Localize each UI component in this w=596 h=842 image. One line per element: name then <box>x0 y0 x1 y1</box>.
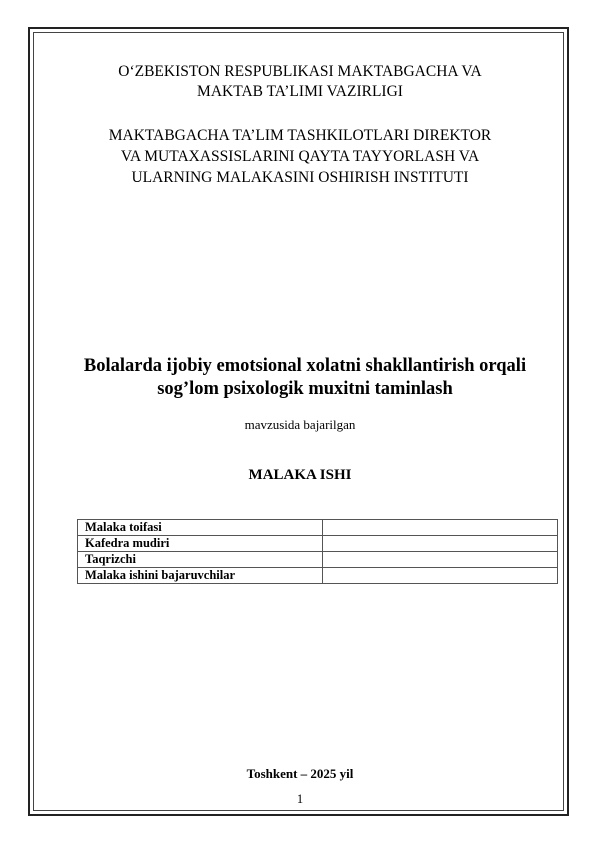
ministry-line: O‘ZBEKISTON RESPUBLIKASI MAKTABGACHA VA <box>118 63 482 80</box>
page-number: 1 <box>296 792 304 806</box>
row-label: Malaka toifasi <box>78 520 323 536</box>
row-value <box>323 536 558 552</box>
institute-line: VA MUTAXASSISLARINI QAYTA TAYYORLASH VA <box>120 148 480 165</box>
row-value <box>323 520 558 536</box>
institute-line: MAKTABGACHA TA’LIM TASHKILOTLARI DIREKTOR <box>108 127 492 144</box>
ministry-line: MAKTAB TA’LIMI VAZIRLIGI <box>197 83 403 100</box>
document-title <box>70 355 540 401</box>
row-label: Kafedra mudiri <box>78 536 323 552</box>
title-line: Bolalarda ijobiy emotsional xolatni shakllantirish orqali <box>83 356 527 376</box>
institute-name <box>60 125 540 188</box>
table-row <box>78 552 558 568</box>
row-label: Taqrizchi <box>78 552 323 568</box>
ministry-name <box>60 62 540 102</box>
work-type-heading: MALAKA ISHI <box>248 467 352 483</box>
table-row <box>78 536 558 552</box>
row-value <box>323 568 558 584</box>
row-label: Malaka ishini bajaruvchilar <box>78 568 323 584</box>
info-table <box>77 519 558 584</box>
title-line: sog’lom psixologik muxitni taminlash <box>157 379 453 399</box>
row-value <box>323 552 558 568</box>
document-subtitle: mavzusida bajarilgan <box>244 417 356 432</box>
institute-line: ULARNING MALAKASINI OSHIRISH INSTITUTI <box>131 169 469 186</box>
city-year: Toshkent – 2025 yil <box>246 766 354 781</box>
table-row <box>78 520 558 536</box>
table-row <box>78 568 558 584</box>
